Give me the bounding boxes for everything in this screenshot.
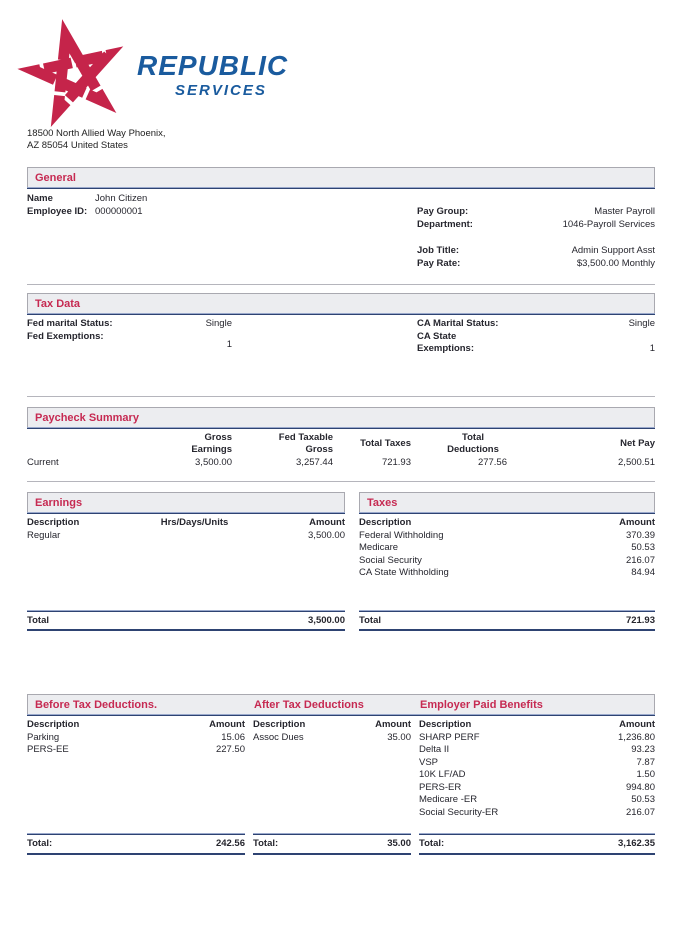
col-amount: Amount [619,719,655,730]
tax-amount: 216.07 [625,554,655,566]
deduction-description: Parking [27,731,60,743]
job-title-row [417,245,655,258]
deduction-row [27,744,245,757]
benefit-description: SHARP PERF [419,731,480,743]
paycheck-summary-header-row [27,429,655,457]
after-tax-total-row [253,835,411,853]
col-amount: Amount [375,719,411,730]
fed-marital-row [27,318,417,331]
earnings-header-row [27,514,345,530]
section-paycheck-summary [27,407,655,483]
deduction-amount: 35.00 [387,731,411,743]
tax-amount: 84.94 [631,567,655,578]
employer-benefits-total-label: Total: [419,838,445,849]
job-title-value: Admin Support Asst [571,245,655,256]
section-before-tax-title: Before Tax Deductions. [35,699,158,711]
col-description: Description [419,719,472,730]
taxes-header-row [359,514,655,530]
job-title-label: Job Title: [417,245,460,256]
fed-exemptions-value: 1 [226,338,232,350]
name-value: John Citizen [95,193,148,204]
section-taxes-title: Taxes [359,492,655,512]
deduction-row [253,732,411,745]
benefit-description: Medicare -ER [419,794,478,805]
address-line-1: 18500 North Allied Way Phoenix, [27,128,166,139]
pay-group-value: Master Payroll [594,206,655,217]
employer-paid-benefits-table [419,716,655,855]
fed-exemptions-label: Fed Exemptions: [27,330,104,342]
col-description: Description [27,517,80,528]
gross-earnings-value: 3,500.00 [195,456,232,468]
col-net-pay: Net Pay [620,437,655,449]
tax-row [359,530,655,543]
before-tax-header-row [27,716,245,732]
col-fed-taxable-gross: Fed Taxable Gross [278,431,333,455]
tax-amount: 50.53 [631,542,655,553]
section-general-title: General [27,167,655,187]
pay-rate-label: Pay Rate: [417,257,461,269]
tax-amount: 370.39 [625,529,655,541]
ca-marital-row [417,318,655,331]
benefit-description: Social Security-ER [419,806,499,818]
paycheck-summary-current-row [27,457,655,483]
divider [419,853,655,855]
section-after-tax-title: After Tax Deductions [254,699,364,711]
benefit-description: Delta II [419,744,450,755]
company-name-block [137,52,288,99]
col-amount: Amount [619,517,655,528]
employer-benefits-total-value: 3,162.35 [618,838,655,849]
earnings-rows [27,530,345,594]
name-label: Name [27,193,53,204]
tax-data-body [27,315,655,397]
tax-description: Federal Withholding [359,529,444,541]
tax-description: Medicare [359,542,399,553]
ca-exemptions-label: CA State Exemptions: [417,330,475,354]
section-paycheck-summary-title: Paycheck Summary [27,407,655,427]
benefit-row [419,782,655,795]
benefit-amount: 216.07 [625,806,655,818]
col-hrs-days-units: Hrs/Days/Units [160,517,229,528]
section-taxes [359,492,655,631]
employee-id-value: 000000001 [95,205,143,217]
before-tax-total-row [27,835,245,853]
company-subname: SERVICES [175,82,267,99]
benefit-description: VSP [419,756,439,768]
divider [27,629,345,631]
before-tax-deductions-table [27,716,245,855]
benefit-row [419,732,655,745]
ca-exemptions-value: 1 [649,342,655,354]
col-description: Description [253,719,306,730]
col-amount: Amount [209,719,245,730]
tax-row [359,567,655,580]
tax-data-state-column [417,318,655,356]
divider [253,853,411,855]
after-tax-deductions-table [253,716,411,855]
earnings-total-label: Total [27,614,49,626]
total-deductions-value: 277.56 [477,456,507,468]
earning-hrs [127,530,262,543]
divider [27,853,245,855]
earning-description: Regular [27,529,61,541]
before-tax-total-label: Total: [27,838,53,849]
after-tax-header-row [253,716,411,732]
tax-description: CA State Withholding [359,567,449,578]
pay-rate-value: $3,500.00 Monthly [576,257,655,269]
current-label: Current [27,456,59,468]
benefit-amount: 93.23 [631,744,655,755]
section-tax-data-title: Tax Data [27,293,655,313]
ca-marital-label: CA Marital Status: [417,318,499,329]
deduction-description: Assoc Dues [253,731,304,743]
benefit-amount: 994.80 [625,781,655,793]
benefit-row [419,757,655,770]
general-body [27,189,655,285]
col-total-taxes: Total Taxes [360,437,411,449]
benefit-description: PERS-ER [419,781,462,793]
benefit-amount: 1.50 [636,769,655,780]
benefit-description: 10K LF/AD [419,769,466,780]
name-row [27,193,417,206]
employer-benefits-total-row [419,835,655,853]
republic-services-star-logo-icon [27,26,121,120]
net-pay-value: 2,500.51 [618,456,655,468]
col-total-deductions: Total Deductions [447,431,499,455]
deduction-row [27,732,245,745]
benefit-amount: 50.53 [631,794,655,805]
fed-marital-value: Single [205,318,232,329]
deductions-benefits-tables [27,716,655,855]
tax-row [359,542,655,555]
benefit-row [419,744,655,757]
department-label: Department: [417,218,473,230]
earning-amount: 3,500.00 [308,529,345,541]
benefit-row [419,769,655,782]
after-tax-total-label: Total: [253,838,279,849]
earnings-total-row [27,612,345,630]
after-tax-total-value: 35.00 [387,838,411,849]
employee-id-label: Employee ID: [27,205,88,217]
fed-marital-label: Fed marital Status: [27,318,113,329]
general-left-column [27,193,417,270]
tax-data-federal-column [27,318,417,356]
employee-id-row [27,206,417,219]
section-general [27,167,655,285]
section-tax-data [27,293,655,397]
col-description: Description [27,719,80,730]
department-row [417,219,655,232]
total-taxes-value: 721.93 [381,456,411,468]
taxes-total-value: 721.93 [625,614,655,626]
general-right-column [417,193,655,270]
taxes-rows [359,530,655,594]
section-earnings [27,492,345,631]
deduction-amount: 15.06 [221,731,245,743]
divider [359,629,655,631]
ca-exemptions-row [417,331,655,356]
fed-exemptions-row [27,331,417,352]
col-description: Description [359,517,412,528]
benefit-amount: 1,236.80 [618,731,655,743]
tax-row [359,555,655,568]
earnings-taxes-row [27,492,655,631]
taxes-total-row [359,612,655,630]
employer-benefits-rows [419,732,655,834]
benefit-row [419,794,655,807]
pay-rate-row [417,258,655,271]
deduction-amount: 227.50 [215,744,245,755]
pay-group-row [417,206,655,219]
company-name: REPUBLIC [137,50,289,81]
earnings-total-value: 3,500.00 [308,614,345,626]
col-amount: Amount [309,517,345,528]
section-earnings-title: Earnings [27,492,345,512]
company-address [27,128,655,152]
benefit-amount: 7.87 [636,756,655,768]
section-deductions-benefits [27,694,655,855]
tax-description: Social Security [359,554,422,566]
ca-marital-value: Single [628,318,655,329]
section-employer-benefits-title: Employer Paid Benefits [420,699,543,711]
before-tax-total-value: 242.56 [215,838,245,849]
after-tax-rows [253,732,411,834]
taxes-total-label: Total [359,614,381,626]
department-value: 1046-Payroll Services [562,218,655,230]
address-line-2: AZ 85054 United States [27,140,128,151]
company-header [27,26,655,120]
benefit-row [419,807,655,820]
employer-benefits-header-row [419,716,655,732]
fed-taxable-gross-value: 3,257.44 [296,456,333,468]
earnings-row [27,530,345,543]
deductions-benefits-header-bar [27,694,655,714]
before-tax-rows [27,732,245,834]
deduction-description: PERS-EE [27,744,69,755]
pay-group-label: Pay Group: [417,206,469,217]
col-gross-earnings: Gross Earnings [191,431,232,455]
